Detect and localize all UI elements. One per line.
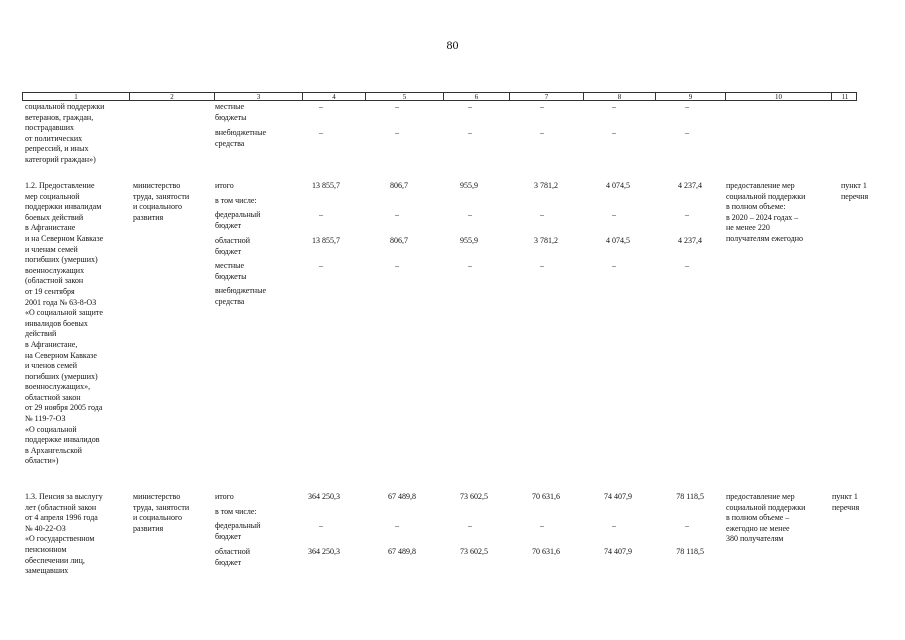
column-header: 4 (302, 93, 365, 101)
dash-cell: – (540, 102, 544, 111)
row-1-3-total-value: 74 407,9 (604, 492, 632, 501)
dash-cell: – (395, 128, 399, 137)
row-1-2-total-value: 3 781,2 (534, 181, 558, 190)
row-1-2-source-offbudget: внебюджетные средства (215, 286, 266, 306)
dash-cell: – (319, 261, 323, 270)
row-1-3-result: предоставление мер социальной поддержки в полном объеме – ежегодно не менее 380 получателям (726, 492, 806, 544)
cont-program-text: социальной поддержки ветеранов, граждан, пострадавших от политических репрессий, и иных категорий граждан») (25, 102, 105, 164)
dash-cell: – (685, 102, 689, 111)
dash-cell: – (612, 261, 616, 270)
dash-cell: – (468, 521, 472, 530)
row-1-3-source-regional: областной бюджет (215, 547, 251, 567)
row-1-3-total-value: 67 489,8 (388, 492, 416, 501)
dash-cell: – (395, 261, 399, 270)
dash-cell: – (468, 102, 472, 111)
row-1-3-regional-value: 70 631,6 (532, 547, 560, 556)
dash-cell: – (395, 102, 399, 111)
row-1-2-source-total: итого (215, 181, 234, 190)
column-header: 9 (655, 93, 725, 101)
dash-cell: – (395, 521, 399, 530)
row-1-2-total-value: 4 074,5 (606, 181, 630, 190)
row-1-2-total-value: 13 855,7 (312, 181, 340, 190)
row-1-2-source-incl: в том числе: (215, 196, 257, 205)
row-1-2-regional-value: 806,7 (390, 236, 408, 245)
row-1-3-source-federal: федеральный бюджет (215, 521, 261, 541)
dash-cell: – (395, 210, 399, 219)
row-1-3-total-value: 73 602,5 (460, 492, 488, 501)
dash-cell: – (612, 128, 616, 137)
row-1-2-source-federal: федеральный бюджет (215, 210, 261, 230)
dash-cell: – (468, 128, 472, 137)
row-1-2-source-regional: областной бюджет (215, 236, 251, 256)
column-header: 5 (365, 93, 443, 101)
column-header: 6 (443, 93, 509, 101)
dash-cell: – (685, 521, 689, 530)
dash-cell: – (319, 128, 323, 137)
dash-cell: – (468, 261, 472, 270)
cont-source-local: местные бюджеты (215, 102, 247, 122)
dash-cell: – (612, 102, 616, 111)
row-1-3-regional-value: 73 602,5 (460, 547, 488, 556)
column-header: 3 (214, 93, 302, 101)
row-1-3-source-total: итого (215, 492, 234, 501)
dash-cell: – (612, 521, 616, 530)
dash-cell: – (468, 210, 472, 219)
row-1-2-total-value: 4 237,4 (678, 181, 702, 190)
table-header-row (22, 92, 857, 101)
dash-cell: – (540, 521, 544, 530)
row-1-2-total-value: 955,9 (460, 181, 478, 190)
column-header: 10 (725, 93, 831, 101)
dash-cell: – (319, 521, 323, 530)
row-1-2-program-text: 1.2. Предоставление мер социальной поддержки инвалидам боевых действий в Афганистане и на Северном Кавказе и членам семей погибших (умерших) военнослужащих (областной закон от 19 сентября 2001 года № 63-8-ОЗ «О социальной защите инвалидов боевых действий в Афганистане, на Северном Кавказе и членов семей погибших (умерших) военнослужащих», областной закон от 29 ноября 2005 года № 119-7-ОЗ «О социальной поддержке инвалидов в Архангельской области») (25, 181, 104, 466)
column-header: 2 (129, 93, 214, 101)
row-1-2-executor: министерство труда, занятости и социального развития (133, 181, 190, 222)
column-header: 11 (831, 93, 858, 101)
dash-cell: – (540, 210, 544, 219)
column-header: 1 (74, 93, 78, 101)
dash-cell: – (685, 210, 689, 219)
row-1-2-regional-value: 3 781,2 (534, 236, 558, 245)
row-1-2-result: предоставление мер социальной поддержки в полном объеме: в 2020 – 2024 годах – не менее 220 получателям ежегодно (726, 181, 806, 243)
cont-source-offbudget: внебюджетные средства (215, 128, 266, 148)
column-header: 8 (583, 93, 655, 101)
row-1-3-total-value: 78 118,5 (676, 492, 704, 501)
row-1-3-regional-value: 364 250,3 (308, 547, 340, 556)
row-1-3-source-incl: в том числе: (215, 507, 257, 516)
row-1-2-regional-value: 955,9 (460, 236, 478, 245)
row-1-3-reference: пункт 1 перечня (832, 492, 860, 512)
dash-cell: – (319, 102, 323, 111)
page-number: 80 (446, 38, 459, 52)
dash-cell: – (685, 128, 689, 137)
row-1-3-executor: министерство труда, занятости и социального развития (133, 492, 190, 533)
dash-cell: – (540, 128, 544, 137)
dash-cell: – (540, 261, 544, 270)
row-1-3-regional-value: 78 118,5 (676, 547, 704, 556)
row-1-2-regional-value: 4 237,4 (678, 236, 702, 245)
row-1-2-regional-value: 4 074,5 (606, 236, 630, 245)
dash-cell: – (612, 210, 616, 219)
dash-cell: – (319, 210, 323, 219)
row-1-2-total-value: 806,7 (390, 181, 408, 190)
row-1-2-reference: пункт 1 перечня (841, 181, 869, 201)
row-1-3-total-value: 70 631,6 (532, 492, 560, 501)
row-1-3-total-value: 364 250,3 (308, 492, 340, 501)
row-1-3-program-text: 1.3. Пенсия за выслугу лет (областной закон от 4 апреля 1996 года № 40-22-ОЗ «О государственном пенсионном обеспечении лиц, замещавших (25, 492, 103, 576)
column-header: 7 (509, 93, 583, 101)
row-1-3-regional-value: 74 407,9 (604, 547, 632, 556)
dash-cell: – (685, 261, 689, 270)
row-1-2-regional-value: 13 855,7 (312, 236, 340, 245)
row-1-2-source-local: местные бюджеты (215, 261, 247, 281)
row-1-3-regional-value: 67 489,8 (388, 547, 416, 556)
